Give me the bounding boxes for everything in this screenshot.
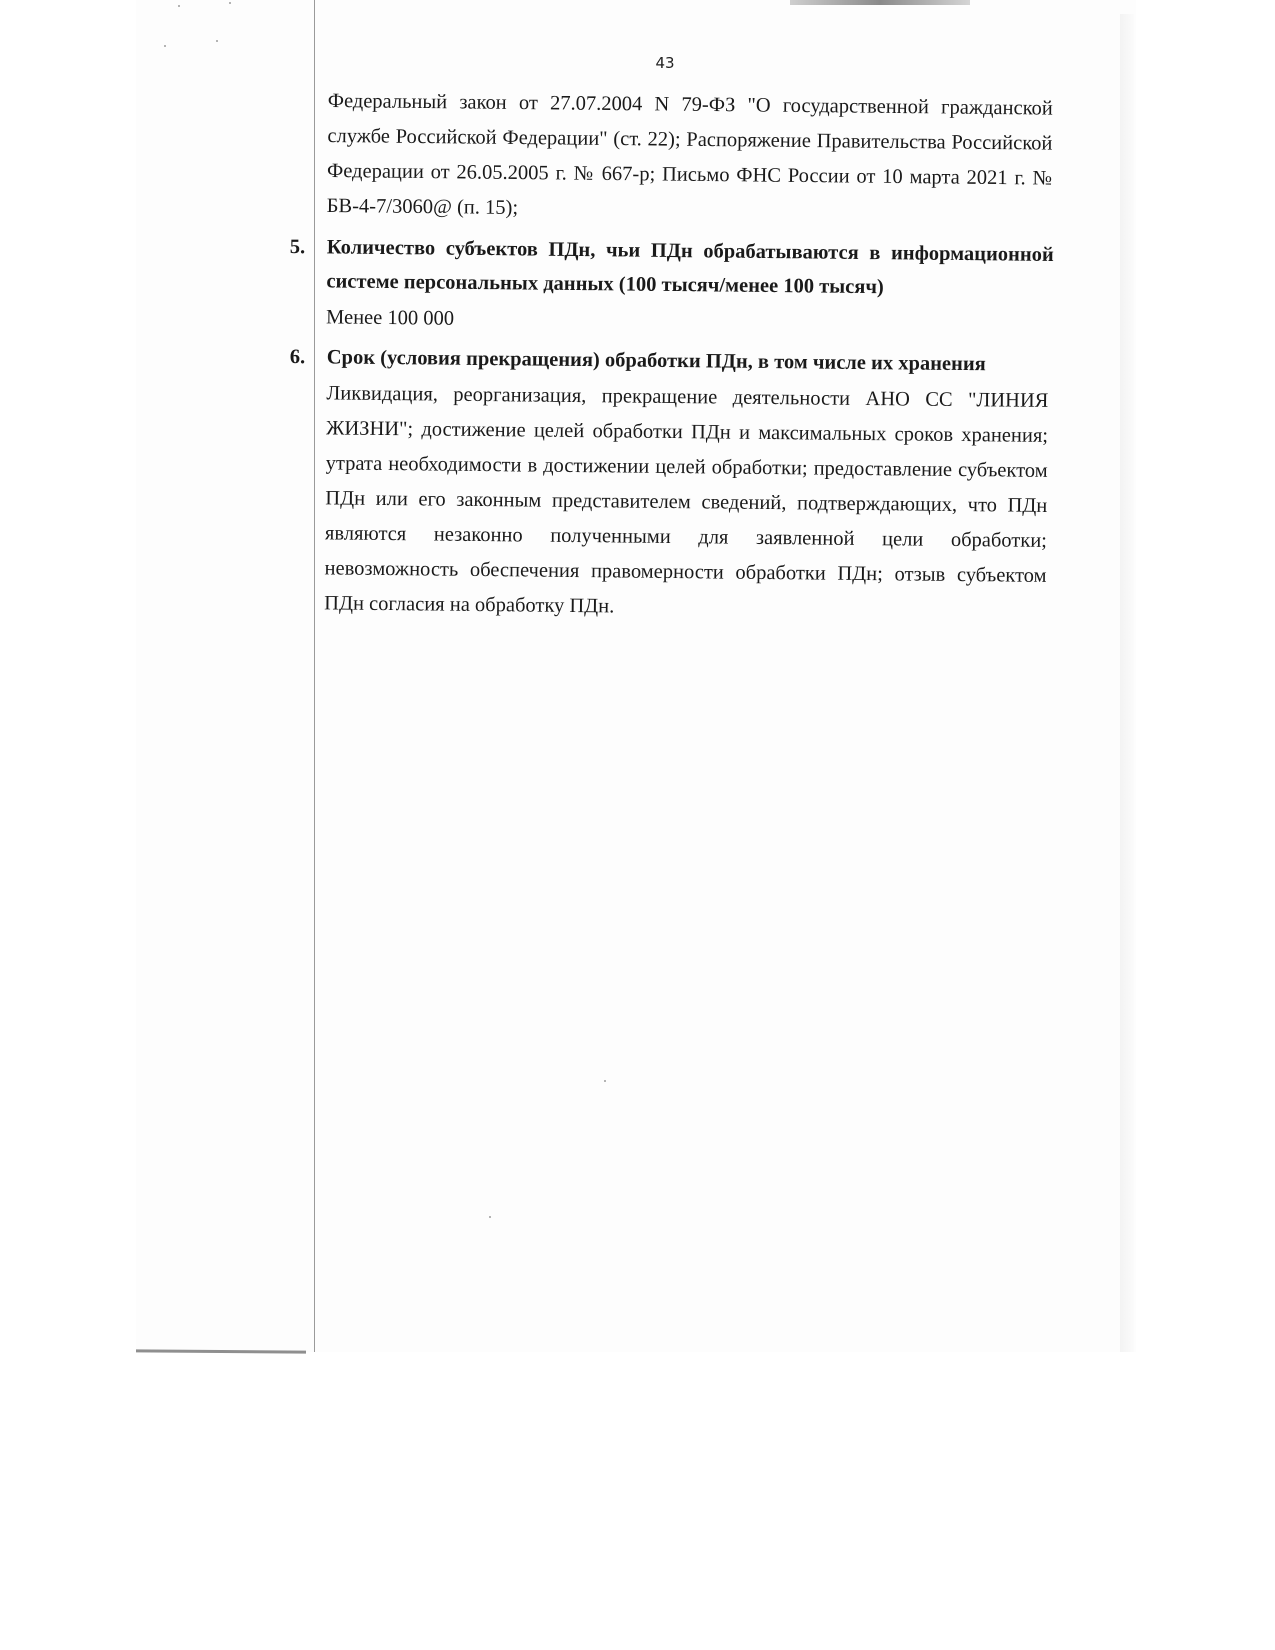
scan-speck: [489, 1216, 491, 1218]
scan-speck: [164, 45, 166, 47]
section-5-body: Менее 100 000: [325, 306, 455, 330]
scan-speck: [178, 5, 180, 7]
section-6-title: Срок (условия прекращения) обработки ПДн, в том числе их хранения: [326, 346, 986, 376]
scan-speck: [216, 40, 218, 42]
margin-line: [314, 0, 315, 1352]
section-5-number: 5.: [289, 235, 306, 259]
section-5-title: Количество субъектов ПДн, чьи ПДн обрабатываются в информационной системе персональных данных (100 тысяч/менее 100 тысяч): [326, 236, 1054, 299]
scan-bottom-edge: [136, 1349, 306, 1353]
scan-shadow: [1120, 14, 1134, 1352]
scan-top-smudge: [790, 0, 970, 5]
section-6-number: 6.: [289, 345, 306, 369]
page-number: 43: [655, 54, 675, 72]
paragraph-legal-basis: Федеральный закон от 27.07.2004 N 79-ФЗ "О государственной гражданской службе Российской Федерации" (ст. 22); Распоряжение Правительства Российской Федерации от 26.05.2005 г. № 667-р; Письмо ФНС России от 10 марта 2021 г. № БВ-4-7/3060@ (п. 15);: [326, 89, 1053, 219]
scan-speck: [229, 2, 231, 4]
section-6-body: Ликвидация, реорганизация, прекращение деятельности АНО СС "ЛИНИЯ ЖИЗНИ"; достижение целей обработки ПДн и максимальных сроков хранения; утрата необходимости в достижении целей обработки; предоставление субъектом ПДн или его законным представителем сведений, подтверждающих, что ПДн являются незаконно полученными для заявленной цели обработки; невозможность обеспечения правомерности обработки ПДн; отзыв субъектом ПДн согласия на обработку ПДн.: [324, 382, 1049, 618]
scan-speck: [604, 1080, 606, 1082]
